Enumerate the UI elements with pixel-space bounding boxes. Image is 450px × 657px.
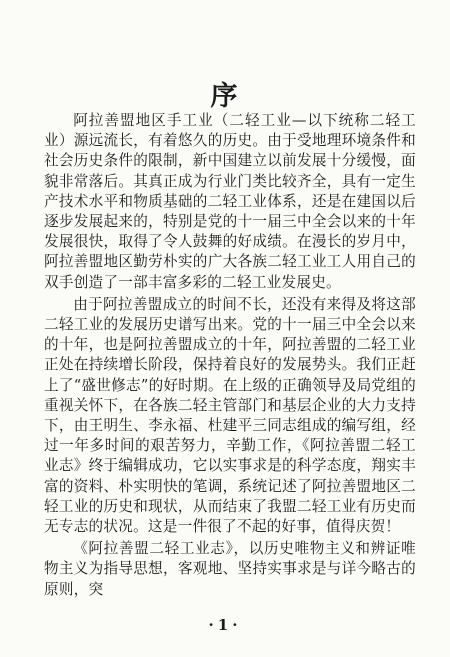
page-number: ·1· — [208, 616, 242, 634]
paragraph-2: 由于阿拉善盟成立的时间不长，还没有来得及将这部二轻工业的发展历史谱写出来。党的十一届三中全会以来的十年，也是阿拉善盟成立的十年，阿拉善盟的二轻工业正处在持续增长阶段，保持着良好的发展势头。我们正赶上了“盛世修志”的好时期。在上级的正确领导及局党组的重视关怀下，在各族二轻主管部门和基层企业的大力支持下，由王明生、李永福、杜建平三同志组成的编写组，经过一年多时间的艰苦努力，辛勤工作，《阿拉善盟二轻工业志》终于编辑成功，它以实事求是的科学态度，翔实丰富的资料、朴实明快的笔调，系统记述了阿拉善盟地区二轻工业的历史和现状，从而结束了我盟二轻工业有历史而无专志的状况。这是一件很了不起的好事，值得庆贺！ — [44, 295, 416, 536]
document-title: 序 — [210, 81, 240, 112]
paragraph-3: 《阿拉善盟二轻工业志》，以历史唯物主义和辨证唯物主义为指导思想，客观地、坚持实事求是与详今略古的原则，突 — [44, 540, 416, 598]
paragraph-1: 阿拉善盟地区手工业（二轻工业—以下统称二轻工业）源远流长，有着悠久的历史。由于受地理环境条件和社会历史条件的限制，新中国建立以前发展十分缓慢，面貌非常落后。其真正成为行业门类比较齐全，具有一定生产技术水平和物质基础的二轻工业体系，还是在建国以后逐步发展起来的，特别是党的十一届三中全会以来的十年发展很快，取得了令人鼓舞的好成绩。在漫长的岁月中，阿拉善盟地区勤劳朴实的广大各族二轻工业工人用自己的双手创造了一部丰富多彩的二轻工业发展史。 — [44, 112, 416, 291]
body-text — [44, 111, 416, 600]
